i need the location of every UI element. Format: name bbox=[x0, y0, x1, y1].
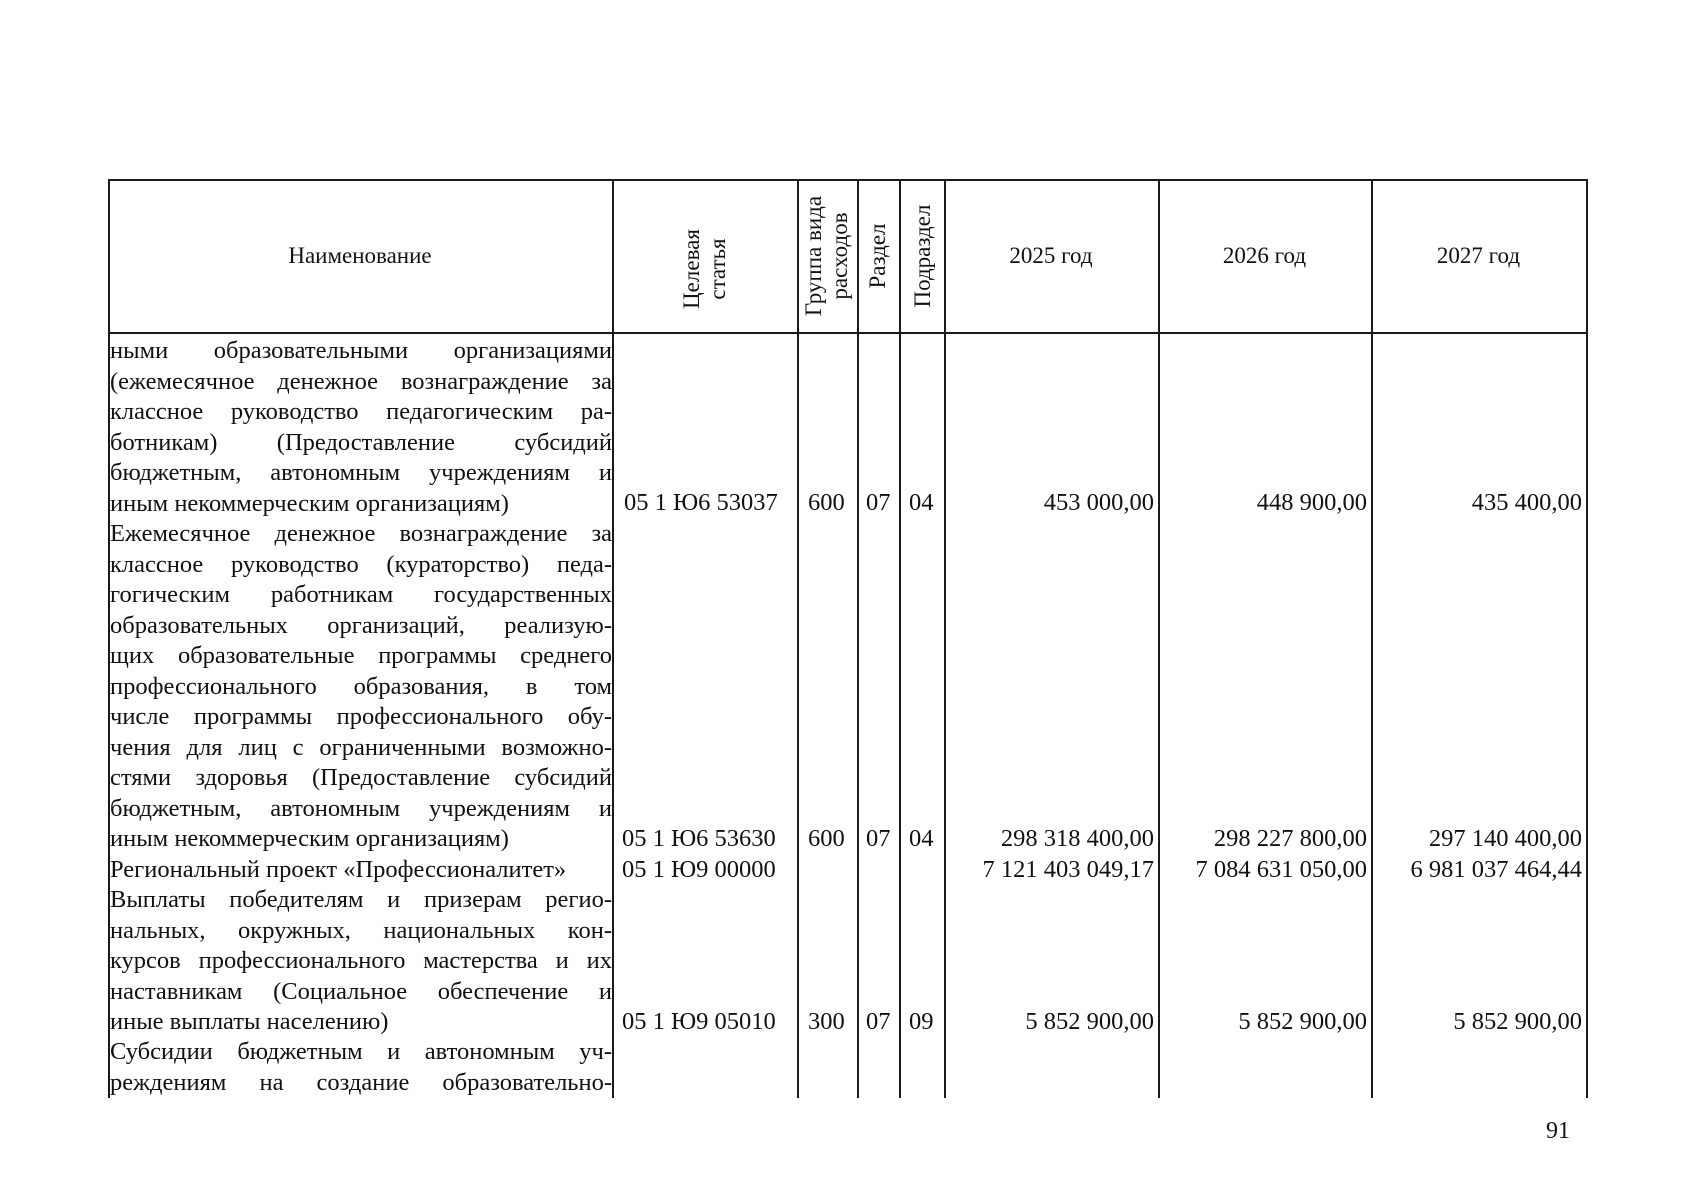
row-5-name bbox=[110, 1037, 612, 1098]
row-4-name-line: курсов профессионального мастерства и их bbox=[110, 947, 612, 974]
row-1-2025: 453 000,00 bbox=[1043, 489, 1154, 516]
row-2-target: 05 1 Ю6 53630 bbox=[622, 825, 776, 852]
table-right-border bbox=[1586, 179, 1588, 1098]
row-2-2026: 298 227 800,00 bbox=[1213, 825, 1367, 852]
row-1-name-line: бюджетным, автономным учреждениям и bbox=[110, 459, 612, 486]
row-4-subsection: 09 bbox=[909, 1008, 934, 1035]
row-2-2027: 297 140 400,00 bbox=[1428, 825, 1582, 852]
col-divider-group bbox=[857, 179, 859, 1098]
header-name: Наименование bbox=[288, 242, 432, 268]
header-year-2026: 2026 год bbox=[1222, 242, 1307, 268]
row-4-2027: 5 852 900,00 bbox=[1453, 1008, 1582, 1035]
row-2-subsection: 04 bbox=[909, 825, 934, 852]
row-2-name-line: чения для лиц с ограниченными возможно- bbox=[110, 733, 612, 761]
row-3-name bbox=[110, 855, 612, 886]
row-1-name-line: ботникам) (Предоставление субсидий bbox=[110, 428, 612, 456]
row-2-group: 600 bbox=[808, 825, 845, 852]
row-2-name-line: бюджетным, автономным учреждениям и bbox=[110, 794, 612, 822]
page-number: 91 bbox=[1546, 1118, 1570, 1144]
row-4-group: 300 bbox=[808, 1008, 845, 1035]
row-4-name-line: Выплаты победителям и призерам регио- bbox=[110, 886, 612, 913]
row-3-name-line: Региональный проект «Профессионалитет» bbox=[110, 856, 567, 883]
row-4-name bbox=[110, 885, 612, 1038]
row-3-2025: 7 121 403 049,17 bbox=[982, 856, 1154, 883]
row-2-name-line: стями здоровья (Предоставление субсидий bbox=[110, 764, 612, 791]
row-2-name bbox=[110, 519, 612, 855]
row-3-2026: 7 084 631 050,00 bbox=[1195, 856, 1367, 883]
row-1-group: 600 bbox=[808, 489, 845, 516]
header-target-article bbox=[679, 194, 731, 344]
row-3-target: 05 1 Ю9 00000 bbox=[622, 856, 776, 883]
row-4-section: 07 bbox=[866, 1008, 891, 1035]
header-section: Раздел bbox=[865, 223, 890, 289]
row-2-name-line: профессионального образования, в том bbox=[110, 672, 612, 700]
row-2-name-line: щих образовательные программы среднего bbox=[110, 642, 612, 669]
header-subsection: Подраздел bbox=[910, 204, 935, 308]
row-2-name-line: иным некоммерческим организациям) bbox=[110, 825, 509, 852]
col-divider-name bbox=[612, 179, 614, 1098]
header-group-line1: Группа вида bbox=[801, 195, 826, 317]
header-target-line1: Целевая bbox=[679, 229, 704, 309]
row-1-name-line: классное руководство педагогическим ра- bbox=[110, 398, 612, 425]
row-3-2027: 6 981 037 464,44 bbox=[1410, 856, 1582, 883]
row-1-name-line: иным некоммерческим организациям) bbox=[110, 489, 509, 517]
row-2-name-line: гогическим работникам государственных bbox=[110, 581, 612, 608]
header-year-2025: 2025 год bbox=[1009, 242, 1093, 268]
header-expense-group bbox=[801, 186, 853, 326]
row-5-name-line: реждениям на создание образовательно- bbox=[110, 1068, 612, 1096]
row-2-name-line: классное руководство (кураторство) педа- bbox=[110, 550, 612, 578]
row-2-name-line: Ежемесячное денежное вознаграждение за bbox=[110, 520, 612, 547]
row-4-2025: 5 852 900,00 bbox=[1025, 1008, 1154, 1035]
row-1-name bbox=[110, 336, 612, 519]
header-bottom-border bbox=[108, 332, 1587, 334]
row-4-name-line: наставникам (Социальное обеспечение и bbox=[110, 977, 612, 1005]
row-5-name-line: Субсидии бюджетным и автономным уч- bbox=[110, 1038, 612, 1065]
row-2-2025: 298 318 400,00 bbox=[1000, 825, 1154, 852]
col-divider-section bbox=[899, 179, 901, 1098]
row-1-2027: 435 400,00 bbox=[1471, 489, 1582, 516]
row-2-section: 07 bbox=[866, 825, 891, 852]
row-4-target: 05 1 Ю9 05010 bbox=[622, 1008, 776, 1035]
row-1-subsection: 04 bbox=[909, 489, 934, 516]
row-4-name-line: иные выплаты населению) bbox=[110, 1008, 389, 1035]
row-1-2026: 448 900,00 bbox=[1256, 489, 1367, 516]
row-4-name-line: нальных, окружных, национальных кон- bbox=[110, 916, 612, 944]
header-group-line2: расходов bbox=[827, 212, 852, 300]
col-divider-target bbox=[797, 179, 799, 1098]
row-2-name-line: числе программы профессионального обу- bbox=[110, 703, 612, 730]
header-target-line2: статья bbox=[705, 238, 730, 300]
row-4-2026: 5 852 900,00 bbox=[1238, 1008, 1367, 1035]
row-1-name-line: ными образовательными организациями bbox=[110, 337, 612, 364]
row-2-name-line: образовательных организаций, реализую- bbox=[110, 611, 612, 639]
row-1-name-line: (ежемесячное денежное вознаграждение за bbox=[110, 367, 612, 395]
row-1-target: 05 1 Ю6 53037 bbox=[624, 489, 778, 516]
header-year-2027: 2027 год bbox=[1436, 242, 1521, 268]
row-1-section: 07 bbox=[866, 489, 891, 516]
